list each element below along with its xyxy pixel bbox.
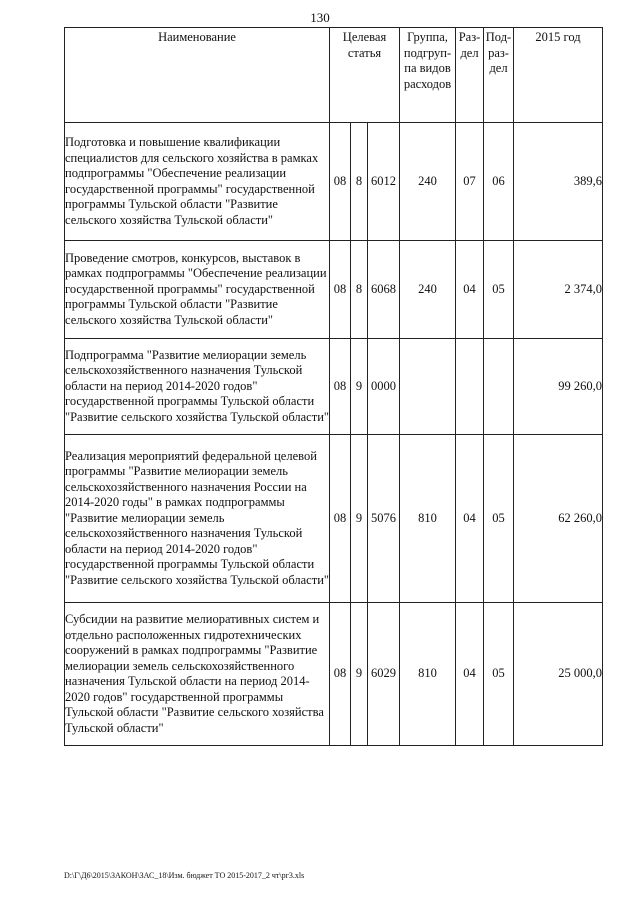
row-expense-group bbox=[400, 339, 456, 435]
row-subsection bbox=[484, 339, 514, 435]
row-expense-group: 240 bbox=[400, 123, 456, 241]
row-section: 04 bbox=[456, 435, 484, 603]
row-name: Реализация мероприятий федеральной целевой программы "Развитие мелиорации земель сельскохозяйственного назначения России на 2014-2020 годы" в рамках подпрограммы "Развитие мелиорации земель сельскохозяйственного назначения Тульской области на период 2014-2020 годов" государственной программы Тульской области "Развитие сельского хозяйства Тульской области" bbox=[65, 435, 330, 603]
table-header-row bbox=[65, 28, 603, 123]
row-article-subprogram: 8 bbox=[351, 241, 368, 339]
row-article-program: 08 bbox=[330, 339, 351, 435]
table-row bbox=[65, 339, 603, 435]
table-row bbox=[65, 123, 603, 241]
row-name: Проведение смотров, конкурсов, выставок в рамках подпрограммы "Обеспечение реализации государственной программы" государственной программы Тульской области "Развитие сельского хозяйства Тульской области" bbox=[65, 241, 330, 339]
row-name: Подготовка и повышение квалификации специалистов для сельского хозяйства в рамках подпрограммы "Обеспечение реализации государственной программы" государственной программы Тульской области "Развитие сельского хозяйства Тульской области" bbox=[65, 123, 330, 241]
row-amount: 2 374,0 bbox=[514, 241, 603, 339]
header-subsection bbox=[484, 28, 514, 123]
header-amount-2015: 2015 год bbox=[514, 28, 603, 123]
header-subsection-line-2: раз- bbox=[488, 45, 509, 60]
table-row bbox=[65, 241, 603, 339]
row-article-program: 08 bbox=[330, 123, 351, 241]
row-article-program: 08 bbox=[330, 435, 351, 603]
footer-file-path: D:\Г\Д6\2015\ЗАКОН\ЗАС_18\Изм. бюджет ТО 2015-2017_2 чт\рг3.xls bbox=[64, 871, 305, 880]
row-article-program: 08 bbox=[330, 241, 351, 339]
row-amount: 62 260,0 bbox=[514, 435, 603, 603]
row-expense-group: 240 bbox=[400, 241, 456, 339]
row-article-subprogram: 9 bbox=[351, 435, 368, 603]
row-amount: 389,6 bbox=[514, 123, 603, 241]
row-subsection: 05 bbox=[484, 435, 514, 603]
row-subsection: 06 bbox=[484, 123, 514, 241]
row-section: 07 bbox=[456, 123, 484, 241]
row-article-code: 6012 bbox=[368, 123, 400, 241]
page-number: 130 bbox=[310, 10, 330, 25]
header-expense-group bbox=[400, 28, 456, 123]
row-article-code: 6029 bbox=[368, 603, 400, 746]
row-section bbox=[456, 339, 484, 435]
row-article-code: 5076 bbox=[368, 435, 400, 603]
header-article-line-2: статья bbox=[347, 45, 382, 60]
table-row bbox=[65, 435, 603, 603]
row-name: Субсидии на развитие мелиоративных систем и отдельно расположенных гидротехнических сооружений в рамках подпрограммы "Развитие мелиорации земель сельскохозяйственного назначения Тульской области на период 2014-2020 годов" государственной программы Тульской области "Развитие сельского хозяйства Тульской области" bbox=[65, 603, 330, 746]
row-article-subprogram: 9 bbox=[351, 603, 368, 746]
row-amount: 25 000,0 bbox=[514, 603, 603, 746]
header-group-line-2: подгруп- bbox=[403, 45, 452, 60]
header-name: Наименование bbox=[65, 28, 330, 123]
header-section-line-2: дел bbox=[460, 45, 479, 60]
row-article-code: 6068 bbox=[368, 241, 400, 339]
header-group-line-1: Группа, bbox=[407, 30, 448, 44]
row-expense-group: 810 bbox=[400, 435, 456, 603]
header-target-article bbox=[330, 28, 400, 123]
row-article-code: 0000 bbox=[368, 339, 400, 435]
row-article-subprogram: 8 bbox=[351, 123, 368, 241]
row-article-subprogram: 9 bbox=[351, 339, 368, 435]
row-section: 04 bbox=[456, 241, 484, 339]
table-row bbox=[65, 603, 603, 746]
header-group-line-3: па видов bbox=[404, 61, 451, 75]
row-subsection: 05 bbox=[484, 241, 514, 339]
header-section-line-1: Раз- bbox=[458, 30, 481, 44]
header-article-line-1: Целевая bbox=[342, 30, 387, 44]
row-subsection: 05 bbox=[484, 603, 514, 746]
row-name: Подпрограмма "Развитие мелиорации земель сельскохозяйственного назначения Тульской области на период 2014-2020 годов" государственной программы Тульской области "Развитие сельского хозяйства Тульской области" bbox=[65, 339, 330, 435]
row-section: 04 bbox=[456, 603, 484, 746]
budget-table bbox=[64, 27, 603, 746]
row-expense-group: 810 bbox=[400, 603, 456, 746]
header-group-line-4: расходов bbox=[403, 76, 452, 91]
header-section bbox=[456, 28, 484, 123]
header-subsection-line-1: Под- bbox=[485, 30, 512, 44]
header-subsection-line-3: дел bbox=[489, 61, 508, 75]
row-article-program: 08 bbox=[330, 603, 351, 746]
row-amount: 99 260,0 bbox=[514, 339, 603, 435]
